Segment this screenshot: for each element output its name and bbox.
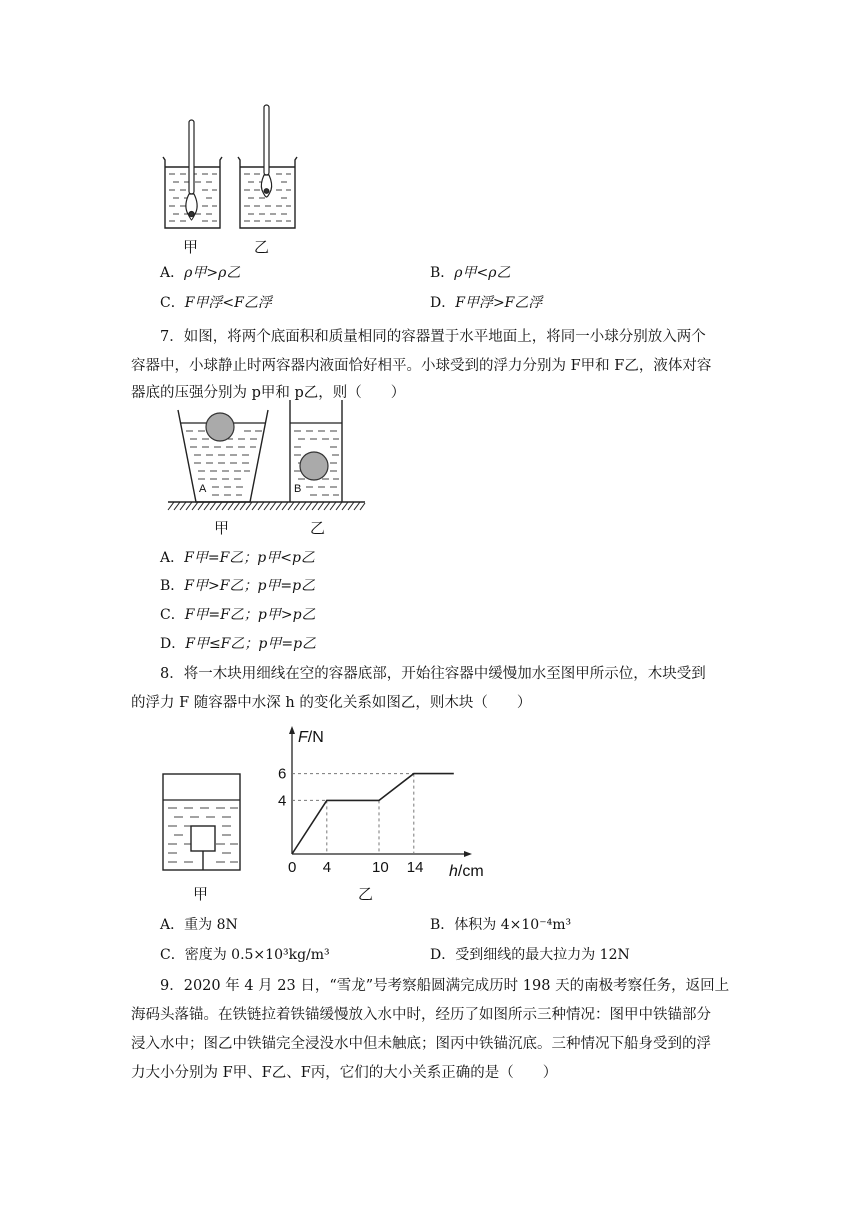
q7-stem-line-1: 7．如图，将两个底面积和质量相同的容器置于水平地面上，将同一小球分别放入两个 <box>160 329 706 345</box>
q8-option-a[interactable] <box>160 915 238 935</box>
q6-option-d[interactable] <box>430 293 542 313</box>
option-letter: B． <box>430 265 455 281</box>
q7-figure <box>160 400 370 515</box>
q7-stem-line-2: 容器中，小球静止时两容器内液面恰好相平。小球受到的浮力分别为 F甲和 F乙，液体对容 <box>131 358 712 374</box>
q9-stem-line-3: 浸入水中；图乙中铁锚完全浸没水中但未触底；图丙中铁锚沉底。三种情况下船身受到的浮 <box>131 1036 711 1052</box>
y-tick-label: 6 <box>278 765 287 783</box>
q7-label-jia: 甲 <box>214 519 230 537</box>
q9-stem-line-1: 9．2020 年 4 月 23 日，“雪龙”号考察船圆满完成历时 198 天的南极考察任务，返回上 <box>160 978 730 994</box>
q7-container-label-b: B <box>294 483 302 495</box>
y-axis-arrow <box>289 726 295 734</box>
x-tick-label: 4 <box>322 859 332 876</box>
q7-stem-line-3: 器底的压强分别为 p甲和 p乙，则（ ） <box>131 385 406 401</box>
option-letter: D． <box>430 947 456 963</box>
q7-container-label-a: A <box>199 483 207 495</box>
option-text: 重为 8N <box>184 917 238 933</box>
q8-label-yi: 乙 <box>358 885 374 903</box>
q9-stem-line-4: 力大小分别为 F甲、F乙、F丙，它们的大小关系正确的是（ ） <box>131 1065 558 1081</box>
q6-label-jia: 甲 <box>183 238 199 256</box>
series-line <box>292 774 454 854</box>
option-letter: B． <box>160 578 185 594</box>
q8-container <box>163 774 240 870</box>
q7-option-a[interactable] <box>160 548 315 568</box>
q7-label-yi: 乙 <box>310 519 326 537</box>
q7-option-c[interactable] <box>160 605 316 625</box>
option-text: F甲浮<F乙浮 <box>184 295 272 311</box>
q8-stem-line-2: 的浮力 F 随容器中水深 h 的变化关系如图乙，则木块（ ） <box>131 695 532 711</box>
q8-option-c[interactable] <box>160 945 330 965</box>
option-text: F甲浮>F乙浮 <box>455 295 543 311</box>
option-letter: C． <box>160 295 185 311</box>
option-letter: C． <box>160 947 185 963</box>
q7-ball-b <box>300 452 328 480</box>
option-text: 体积为 4×10⁻⁴m³ <box>454 917 572 933</box>
q8-label-jia: 甲 <box>193 885 209 903</box>
x-axis-arrow <box>464 851 472 857</box>
option-letter: B． <box>430 917 455 933</box>
q8-option-b[interactable] <box>430 915 571 935</box>
q6-figure <box>150 100 300 260</box>
q6-option-a[interactable] <box>160 263 240 283</box>
option-letter: A． <box>160 917 185 933</box>
option-letter: D． <box>430 295 456 311</box>
option-text: F甲>F乙；p甲=p乙 <box>184 578 316 594</box>
option-text: F甲≤F乙；p甲=p乙 <box>185 636 317 652</box>
q6-option-b[interactable] <box>430 263 511 283</box>
q7-ball-a <box>206 413 234 441</box>
y-axis-label: F/N <box>298 729 324 746</box>
y-tick-label: 4 <box>278 792 287 810</box>
q6-option-c[interactable] <box>160 293 272 313</box>
option-letter: C． <box>160 607 185 623</box>
q6-hydrometer-yi <box>261 105 271 197</box>
q8-figure-jia <box>160 770 245 875</box>
x-tick-label: 14 <box>406 859 424 876</box>
q7-option-b[interactable] <box>160 576 315 596</box>
x-axis-label: h/cm <box>449 863 484 880</box>
q8-stem-line-1: 8．将一木块用细线在空的容器底部，开始往容器中缓慢加水至图甲所示位，木块受到 <box>160 666 706 682</box>
q6-hydrometer-jia <box>186 120 197 220</box>
option-text: 受到细线的最大拉力为 12N <box>455 947 630 963</box>
option-text: 密度为 0.5×10³kg/m³ <box>184 947 330 963</box>
option-text: ρ甲>ρ乙 <box>184 265 241 281</box>
q7-option-d[interactable] <box>160 634 316 654</box>
option-text: F甲=F乙；p甲>p乙 <box>184 607 316 623</box>
q8-option-d[interactable] <box>430 945 630 965</box>
q8-chart <box>270 722 500 882</box>
q7-ground-hatch <box>168 502 365 510</box>
x-tick-label: 10 <box>372 859 389 876</box>
x-tick-label: 0 <box>288 859 297 876</box>
option-letter: D． <box>160 636 186 652</box>
q8-wood-block <box>191 826 215 851</box>
option-text: F甲=F乙；p甲<p乙 <box>184 550 315 566</box>
q6-label-yi: 乙 <box>254 238 270 256</box>
q9-stem-line-2: 海码头落锚。在铁链拉着铁锚缓慢放入水中时，经历了如图所示三种情况：图甲中铁锚部分 <box>131 1007 711 1023</box>
option-letter: A． <box>160 550 185 566</box>
option-letter: A． <box>160 265 185 281</box>
option-text: ρ甲<ρ乙 <box>454 265 511 281</box>
